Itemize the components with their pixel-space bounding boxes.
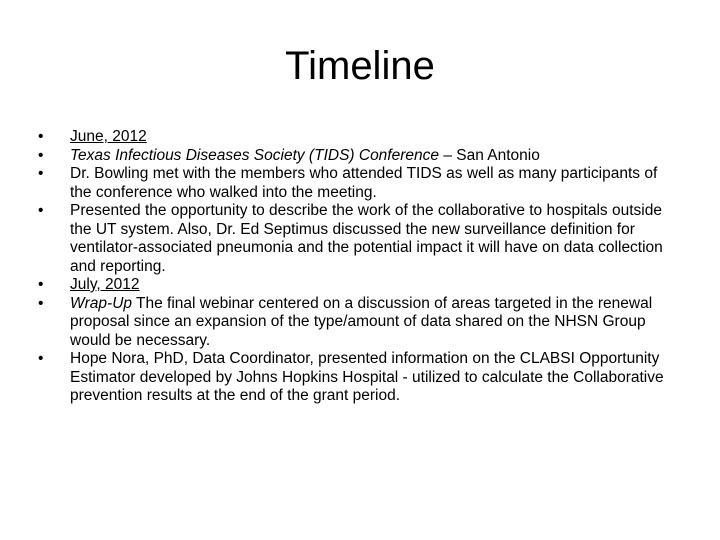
date-heading: July, 2012 xyxy=(70,276,140,293)
bullet-dot: • xyxy=(38,276,44,293)
bullet-dot: • xyxy=(38,202,44,219)
bullet-text: Presented the opportunity to describe the work of the collaborative to hospitals outside the UT system. Also, Dr. Ed Septimus discussed the new surveillance definition for ventilator-associated pneumonia and the potential impact it will have on data collection and reporting. xyxy=(70,202,663,275)
event-detail: – San Antonio xyxy=(439,146,540,164)
bullet-text: Hope Nora, PhD, Data Coordinator, presented information on the CLABSI Opportunity Estimator developed by Johns Hopkins Hospital - utilized to calculate the Collaborative prevention results at the end of the grant period. xyxy=(70,350,664,404)
bullet-item xyxy=(38,295,678,351)
bullet-item xyxy=(38,350,678,406)
event-detail: The final webinar centered on a discussion of areas targeted in the renewal proposal since an expansion of the type/amount of data shared on the NHSN Group would be necessary. xyxy=(70,294,653,349)
bullet-list xyxy=(38,128,678,406)
event-name: Wrap-Up xyxy=(70,294,133,312)
bullet-dot: • xyxy=(38,350,44,367)
bullet-dot: • xyxy=(38,128,44,145)
bullet-dot: • xyxy=(38,146,44,164)
bullet-item xyxy=(38,276,678,295)
bullet-item xyxy=(38,202,678,276)
date-heading: June, 2012 xyxy=(70,128,147,145)
event-name: Texas Infectious Diseases Society (TIDS) Conference xyxy=(70,146,440,164)
bullet-dot: • xyxy=(38,294,44,312)
bullet-item xyxy=(38,165,678,202)
slide-title: Timeline xyxy=(285,44,435,88)
bullet-item xyxy=(38,128,678,147)
bullet-item xyxy=(38,147,678,166)
bullet-dot: • xyxy=(38,165,44,182)
bullet-text: Dr. Bowling met with the members who attended TIDS as well as many participants of the conference who walked into the meeting. xyxy=(70,165,658,201)
